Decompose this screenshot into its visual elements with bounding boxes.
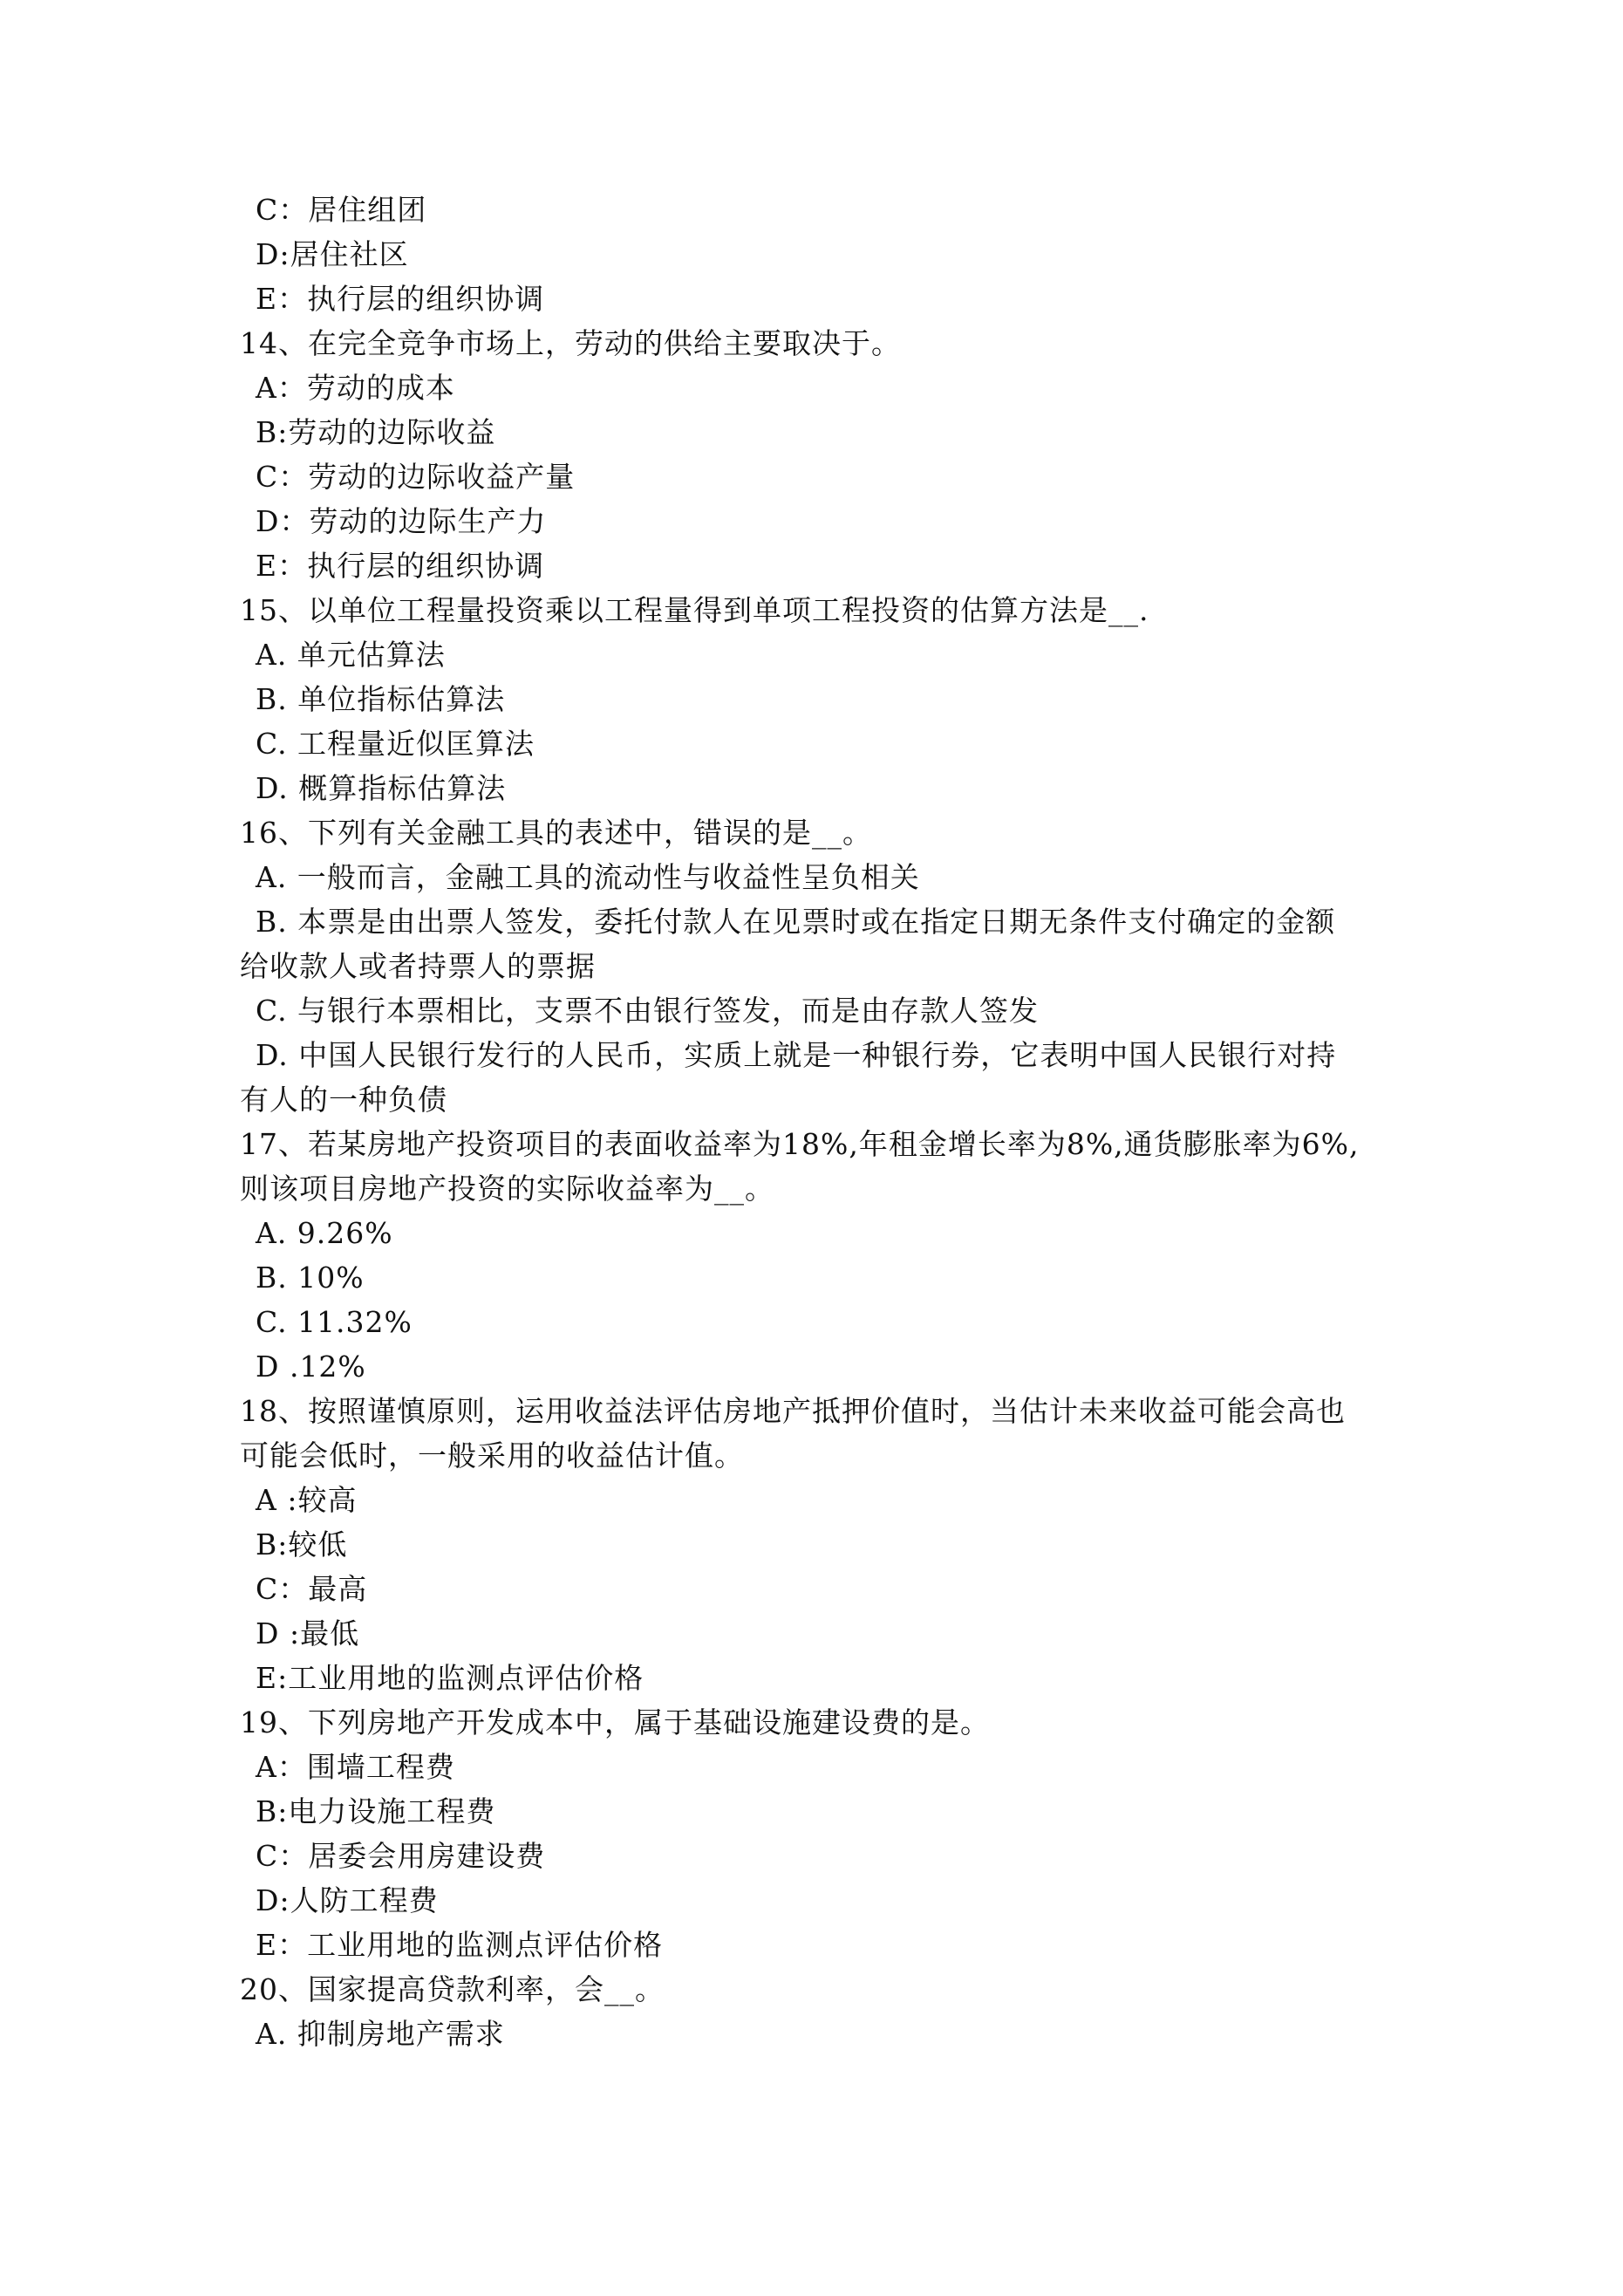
question-text: 可能会低时，一般采用的收益估计值。 xyxy=(240,1438,744,1473)
answer-option: B:较低 xyxy=(256,1527,348,1561)
answer-option: C. 11.32% xyxy=(256,1305,413,1339)
question-text: 则该项目房地产投资的实际收益率为__。 xyxy=(240,1172,774,1206)
answer-option: C：最高 xyxy=(256,1572,368,1606)
answer-option: B. 本票是由出票人签发，委托付款人在见票时或在指定日期无条件支付确定的金额 xyxy=(256,905,1336,939)
document-body xyxy=(238,188,1415,2056)
answer-option: C：居住组团 xyxy=(256,193,427,227)
answer-option: D .12% xyxy=(256,1350,366,1384)
answer-option: A. 单元估算法 xyxy=(256,638,446,672)
answer-option: B:劳动的边际收益 xyxy=(256,415,496,449)
answer-option: C. 工程量近似匡算法 xyxy=(256,727,535,761)
question-text: 20、国家提高贷款利率，会__。 xyxy=(240,1972,665,2006)
answer-option: C. 与银行本票相比，支票不由银行签发，而是由存款人签发 xyxy=(256,994,1040,1028)
answer-option: C：劳动的边际收益产量 xyxy=(256,460,576,494)
answer-option: E：执行层的组织协调 xyxy=(256,282,545,316)
answer-option: D. 中国人民银行发行的人民币，实质上就是一种银行券，它表明中国人民银行对持 xyxy=(256,1038,1337,1072)
answer-option: D :最低 xyxy=(256,1616,360,1650)
question-text: 17、若某房地产投资项目的表面收益率为18%,年租金增长率为8%,通货膨胀率为6%, xyxy=(240,1127,1360,1161)
answer-option: C：居委会用房建设费 xyxy=(256,1839,546,1873)
answer-option: D. 概算指标估算法 xyxy=(256,771,507,805)
question-text: 有人的一种负债 xyxy=(240,1083,447,1117)
question-text: 16、下列有关金融工具的表述中，错误的是__。 xyxy=(240,816,872,850)
question-text: 14、在完全竞争市场上，劳动的供给主要取决于。 xyxy=(240,326,901,360)
answer-option: B:电力设施工程费 xyxy=(256,1794,496,1828)
answer-option: E：工业用地的监测点评估价格 xyxy=(256,1928,664,1962)
answer-option: A：围墙工程费 xyxy=(256,1750,455,1784)
answer-option: A. 一般而言，金融工具的流动性与收益性呈负相关 xyxy=(256,860,920,894)
question-text: 15、以单位工程量投资乘以工程量得到单项工程投资的估算方法是__. xyxy=(240,593,1149,627)
answer-option: A :较高 xyxy=(256,1483,358,1517)
answer-option: D：劳动的边际生产力 xyxy=(256,504,547,538)
answer-option: A. 抑制房地产需求 xyxy=(256,2017,505,2051)
answer-option: B. 10% xyxy=(256,1261,365,1295)
answer-option: D:人防工程费 xyxy=(256,1883,439,1917)
answer-option: B. 单位指标估算法 xyxy=(256,682,506,716)
question-text: 19、下列房地产开发成本中，属于基础设施建设费的是。 xyxy=(240,1705,990,1739)
answer-option: A. 9.26% xyxy=(256,1216,393,1250)
question-text: 给收款人或者持票人的票据 xyxy=(240,949,596,983)
answer-option: D:居住社区 xyxy=(256,237,409,271)
answer-option: E:工业用地的监测点评估价格 xyxy=(256,1661,644,1695)
answer-option: E：执行层的组织协调 xyxy=(256,549,545,583)
answer-option: A：劳动的成本 xyxy=(256,371,455,405)
question-text: 18、按照谨慎原则，运用收益法评估房地产抵押价值时，当估计未来收益可能会高也 xyxy=(240,1394,1346,1428)
